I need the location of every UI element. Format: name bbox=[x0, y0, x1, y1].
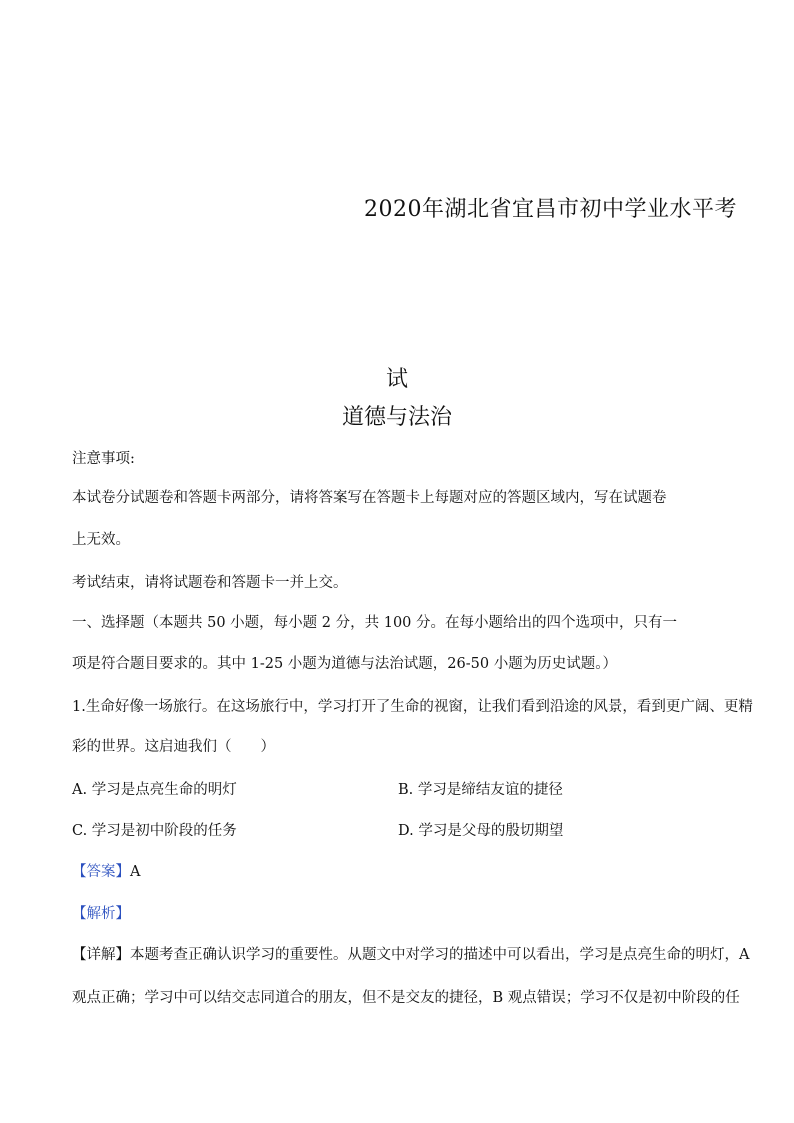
answer-tag: 【答案】 bbox=[72, 864, 130, 880]
section-instructions-2: 项是符合题目要求的。其中 1-25 小题为道德与法治试题，26-50 小题为历史试题。） bbox=[72, 656, 617, 672]
detail-tag: 【详解】 bbox=[72, 947, 130, 963]
notice-line-1b: 上无效。 bbox=[72, 532, 130, 548]
notice-line-2: 考试结束，请将试题卷和答题卡一并上交。 bbox=[72, 575, 348, 591]
option-c: C. 学习是初中阶段的任务 bbox=[72, 823, 237, 839]
answer-line bbox=[72, 862, 140, 882]
option-d: D. 学习是父母的殷切期望 bbox=[398, 823, 564, 839]
page-title: 2020年湖北省宜昌市初中学业水平考 bbox=[364, 197, 737, 222]
notice-heading: 注意事项: bbox=[72, 451, 135, 467]
detail-line-1 bbox=[72, 945, 749, 965]
detail-text-1: 本题考查正确认识学习的重要性。从题文中对学习的描述中可以看出，学习是点亮生命的明灯，A bbox=[130, 947, 750, 963]
section-instructions-1: 一、选择题（本题共 50 小题，每小题 2 分，共 100 分。在每小题给出的四个选项中，只有一 bbox=[72, 615, 678, 631]
notice-line-1: 本试卷分试题卷和答题卡两部分，请将答案写在答题卡上每题对应的答题区域内，写在试题卷 bbox=[72, 490, 667, 506]
question-1-stem-1: 1.生命好像一场旅行。在这场旅行中，学习打开了生命的视窗，让我们看到沿途的风景，看到更广阔、更精 bbox=[72, 699, 753, 715]
option-a: A. 学习是点亮生命的明灯 bbox=[72, 782, 237, 798]
analysis-line bbox=[72, 904, 130, 924]
subject-title: 道德与法治 bbox=[341, 405, 452, 430]
analysis-tag: 【解析】 bbox=[72, 906, 130, 922]
question-1-stem-2: 彩的世界。这启迪我们（ ） bbox=[72, 739, 275, 755]
option-b: B. 学习是缔结友谊的捷径 bbox=[398, 782, 563, 798]
detail-line-2: 观点正确；学习中可以结交志同道合的朋友，但不是交友的捷径，B 观点错误；学习不仅是初中阶段的任 bbox=[72, 990, 740, 1006]
title-continuation: 试 bbox=[385, 367, 408, 392]
answer-value: A bbox=[130, 864, 141, 880]
